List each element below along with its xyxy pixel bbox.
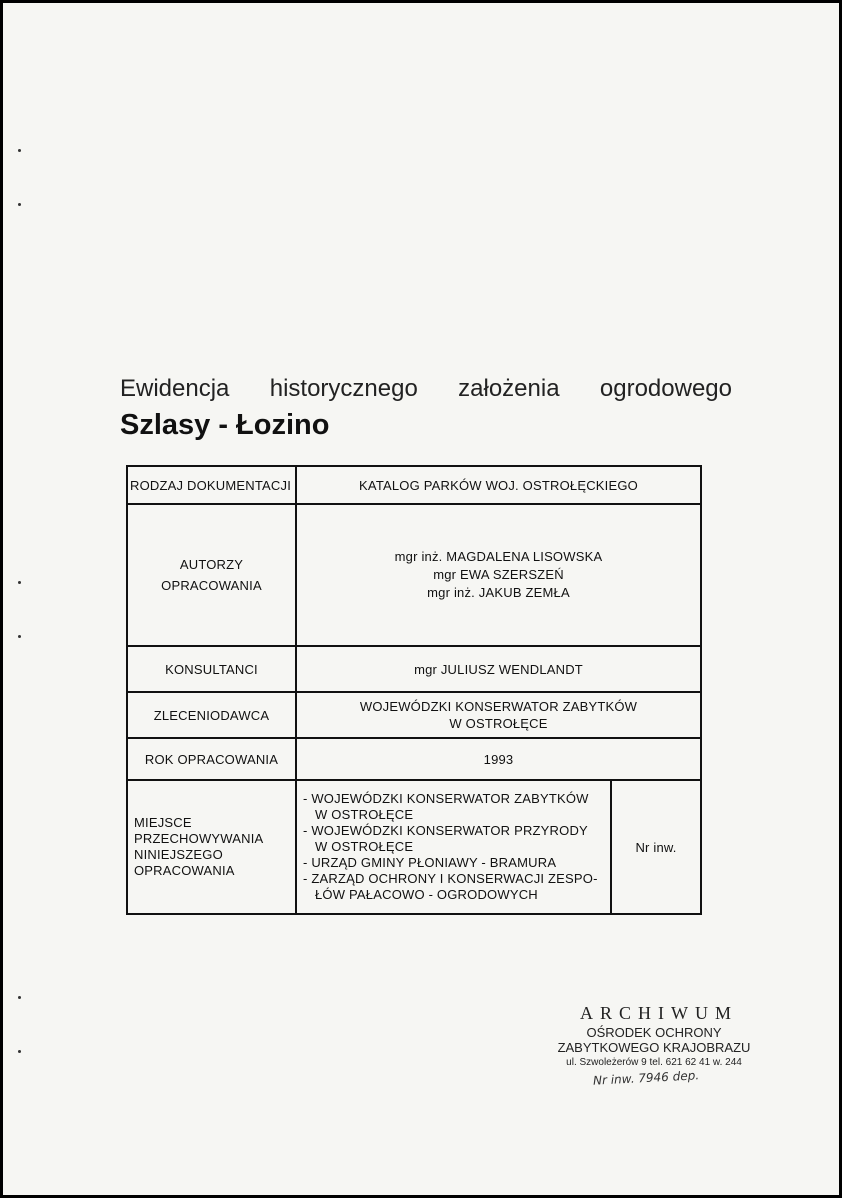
scan-speck bbox=[18, 581, 21, 584]
documentation-table bbox=[126, 465, 702, 915]
document-subtitle bbox=[120, 375, 732, 403]
label-line: AUTORZY bbox=[179, 557, 244, 572]
list-item: - ZARZĄD OCHRONY I KONSERWACJI ZESPO- bbox=[303, 871, 598, 886]
table-row bbox=[127, 504, 701, 646]
label-line: OPRACOWANIA bbox=[161, 578, 262, 593]
row-label: RODZAJ DOKUMENTACJI bbox=[127, 466, 296, 504]
value-line: WOJEWÓDZKI KONSERWATOR ZABYTKÓW bbox=[359, 699, 638, 714]
table-row bbox=[127, 466, 701, 504]
stamp-line: ZABYTKOWEGO KRAJOBRAZU bbox=[557, 1040, 751, 1055]
subtitle-word: założenia bbox=[458, 375, 560, 402]
document-page bbox=[3, 3, 839, 1195]
row-value bbox=[296, 504, 701, 646]
stamp-line: ul. Szwoleżerów 9 tel. 621 62 41 w. 244 bbox=[566, 1057, 742, 1068]
list-item: ŁÓW PAŁACOWO - OGRODOWYCH bbox=[315, 887, 538, 902]
row-label: KONSULTANCI bbox=[127, 646, 296, 692]
scan-speck bbox=[18, 149, 21, 152]
list-item: W OSTROŁĘCE bbox=[315, 839, 414, 854]
scan-speck bbox=[18, 635, 21, 638]
author-name: mgr inż. MAGDALENA LISOWSKA bbox=[394, 549, 603, 564]
row-label bbox=[127, 780, 296, 914]
scan-speck bbox=[18, 203, 21, 206]
label-line: NINIEJSZEGO bbox=[134, 847, 223, 862]
table-row bbox=[127, 646, 701, 692]
list-item: W OSTROŁĘCE bbox=[315, 807, 414, 822]
label-line: MIEJSCE bbox=[134, 815, 192, 830]
table-row bbox=[127, 780, 701, 914]
stamp-line: OŚRODEK OCHRONY bbox=[586, 1025, 722, 1040]
handwritten-note: Nr inw. 7946 dep. bbox=[592, 1068, 700, 1088]
table-row bbox=[127, 692, 701, 738]
document-title: Szlasy - Łozino bbox=[120, 409, 330, 441]
label-line: PRZECHOWYWANIA bbox=[134, 831, 264, 846]
row-value bbox=[296, 692, 701, 738]
archive-stamp bbox=[556, 1003, 752, 1068]
subtitle-word: historycznego bbox=[269, 375, 418, 402]
table-row bbox=[127, 738, 701, 780]
row-value: 1993 bbox=[296, 738, 701, 780]
author-name: mgr inż. JAKUB ZEMŁA bbox=[427, 585, 570, 600]
author-name: mgr EWA SZERSZEŃ bbox=[433, 567, 564, 582]
list-item: - WOJEWÓDZKI KONSERWATOR ZABYTKÓW bbox=[303, 791, 589, 806]
value-line: W OSTROŁĘCE bbox=[449, 716, 548, 731]
label-line: OPRACOWANIA bbox=[134, 863, 235, 878]
stamp-line: ARCHIWUM bbox=[580, 1003, 738, 1023]
list-item: - URZĄD GMINY PŁONIAWY - BRAMURA bbox=[303, 855, 557, 870]
row-label bbox=[127, 504, 296, 646]
row-label: ROK OPRACOWANIA bbox=[127, 738, 296, 780]
subtitle-word: Ewidencja bbox=[120, 375, 230, 402]
row-label: ZLECENIODAWCA bbox=[127, 692, 296, 738]
row-value: mgr JULIUSZ WENDLANDT bbox=[296, 646, 701, 692]
scan-speck bbox=[18, 996, 21, 999]
list-item: - WOJEWÓDZKI KONSERWATOR PRZYRODY bbox=[303, 823, 588, 838]
inventory-number-cell: Nr inw. bbox=[611, 780, 701, 914]
subtitle-word: ogrodowego bbox=[599, 375, 732, 402]
row-value: KATALOG PARKÓW WOJ. OSTROŁĘCKIEGO bbox=[296, 466, 701, 504]
scan-speck bbox=[18, 1050, 21, 1053]
storage-locations bbox=[296, 780, 611, 914]
